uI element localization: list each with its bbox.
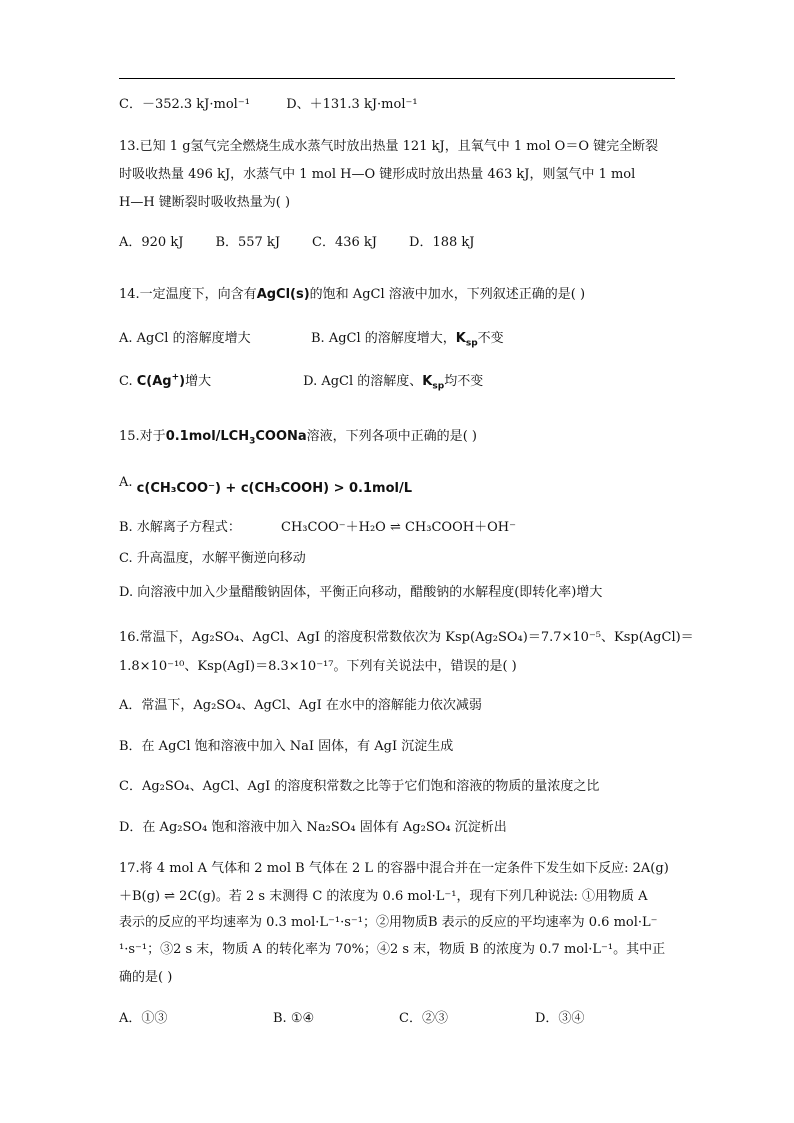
q12-options — [119, 96, 418, 113]
q16-line-2: 1.8×10⁻¹⁰、Ksp(AgI)＝8.3×10⁻¹⁷。下列有关说法中，错误的是( ) — [119, 659, 517, 674]
q12-option-d: D、＋131.3 kJ·mol⁻¹ — [286, 97, 418, 112]
q14-option-b-ksp: $K_{sp}$ — [455, 331, 478, 349]
q14-option-d-post: 均不变 — [444, 374, 484, 389]
q15-option-d: D. 向溶液中加入少量醋酸钠固体，平衡正向移动，醋酸钠的水解程度(即转化率)增大 — [119, 585, 603, 600]
q15-paren: ( ) — [462, 429, 477, 444]
q15-stem-pre: 15.对于 — [119, 429, 166, 444]
q14-option-row-1 — [119, 330, 504, 347]
q15-stem-post: 溶液，下列各项中正确的是 — [306, 429, 463, 444]
q15-option-c: C. 升高温度，水解平衡逆向移动 — [119, 551, 306, 566]
q13-line-1: 13.已知 1 g氢气完全燃烧生成水蒸气时放出热量 121 kJ，且氧气中 1 mol O＝O 键完全断裂 — [119, 139, 659, 154]
q13-option-c: C．436 kJ — [312, 235, 378, 250]
q17-option-a: A．①③ — [119, 1011, 168, 1026]
q15-option-b — [119, 519, 516, 536]
q12-option-c: C．－352.3 kJ·mol⁻¹ — [119, 97, 250, 112]
q13-options — [119, 234, 474, 251]
header-rule — [119, 78, 675, 79]
q14-option-c-label: C. — [119, 374, 133, 389]
q14-option-c-formula: C(Ag+) — [136, 372, 186, 389]
q17-option-d: D．③④ — [535, 1011, 585, 1026]
q14-option-c-post: 增大 — [185, 374, 212, 389]
q15-option-a-formula: c(CH₃COO⁻) + c(CH₃COOH) > 0.1mol/L — [136, 481, 412, 496]
q15-formula: $0.1mol/LCH_3COONa$ — [165, 429, 307, 447]
q17-line-4: ¹·s⁻¹；③2 s 末，物质 A 的转化率为 70%；④2 s 末，物质 B 的浓度为 0.7 mol·L⁻¹。其中正 — [119, 942, 666, 957]
q16-option-a: A．常温下，Ag₂SO₄、AgCl、AgI 在水中的溶解能力依次减弱 — [119, 698, 482, 713]
q13-option-d: D．188 kJ — [409, 235, 475, 250]
q15-option-a — [119, 475, 412, 497]
q17-options — [119, 1010, 584, 1027]
q15-option-b-equation: CH₃COO⁻＋H₂O ⇌ CH₃COOH＋OH⁻ — [281, 520, 516, 535]
q16-option-d: D．在 Ag₂SO₄ 饱和溶液中加入 Na₂SO₄ 固体有 Ag₂SO₄ 沉淀析出 — [119, 820, 507, 835]
q15-option-b-label: B. 水解离子方程式： — [119, 520, 241, 535]
q16-line-1: 16.常温下，Ag₂SO₄、AgCl、AgI 的溶度积常数依次为 Ksp(Ag₂SO₄)＝7.7×10⁻⁵、Ksp(AgCl)＝ — [119, 630, 694, 645]
q16-option-c: C．Ag₂SO₄、AgCl、AgI 的溶度积常数之比等于它们饱和溶液的物质的量浓度之比 — [119, 779, 600, 794]
q14-stem-pre: 14.一定温度下，向含有 — [119, 287, 257, 302]
q17-line-3: 表示的反应的平均速率为 0.3 mol·L⁻¹·s⁻¹；②用物质B 表示的反应的平均速率为 0.6 mol·L⁻ — [119, 915, 658, 930]
q14-paren: ( ) — [570, 287, 586, 302]
q13-line-3: H—H 键断裂时吸收热量为( ) — [119, 195, 291, 210]
q14-option-a: A. AgCl 的溶解度增大 — [119, 331, 251, 346]
q14-option-row-2 — [119, 373, 483, 390]
q14-stem — [119, 286, 585, 303]
q14-option-d-ksp: $K_{sp}$ — [422, 374, 445, 392]
q15-stem — [119, 428, 477, 445]
q17-option-c: C．②③ — [399, 1011, 448, 1026]
q14-option-b-post: 不变 — [477, 331, 504, 346]
q15-option-a-label: A. — [119, 475, 133, 490]
q14-option-d-pre: D. AgCl 的溶解度、 — [303, 374, 423, 389]
q17-option-b: B. ①④ — [273, 1011, 315, 1026]
q14-option-b-pre: B. AgCl 的溶解度增大， — [311, 331, 456, 346]
q13-line-2: 时吸收热量 496 kJ，水蒸气中 1 mol H—O 键形成时放出热量 463 kJ，则氢气中 1 mol — [119, 167, 636, 182]
q13-option-a: A．920 kJ — [119, 235, 184, 250]
q14-formula: AgCl(s) — [256, 287, 310, 302]
q17-line-1: 17.将 4 mol A 气体和 2 mol B 气体在 2 L 的容器中混合并在一定条件下发生如下反应: 2A(g) — [119, 861, 669, 876]
q17-line-5: 确的是( ) — [119, 970, 173, 985]
q13-option-b: B．557 kJ — [215, 235, 281, 250]
q16-option-b: B．在 AgCl 饱和溶液中加入 NaI 固体，有 AgI 沉淀生成 — [119, 739, 454, 754]
q14-stem-post: 的饱和 AgCl 溶液中加水，下列叙述正确的是 — [309, 287, 571, 302]
q17-line-2: ＋B(g) ⇌ 2C(g)。若 2 s 末测得 C 的浓度为 0.6 mol·L⁻¹，现有下列几种说法: ①用物质 A — [119, 889, 648, 904]
